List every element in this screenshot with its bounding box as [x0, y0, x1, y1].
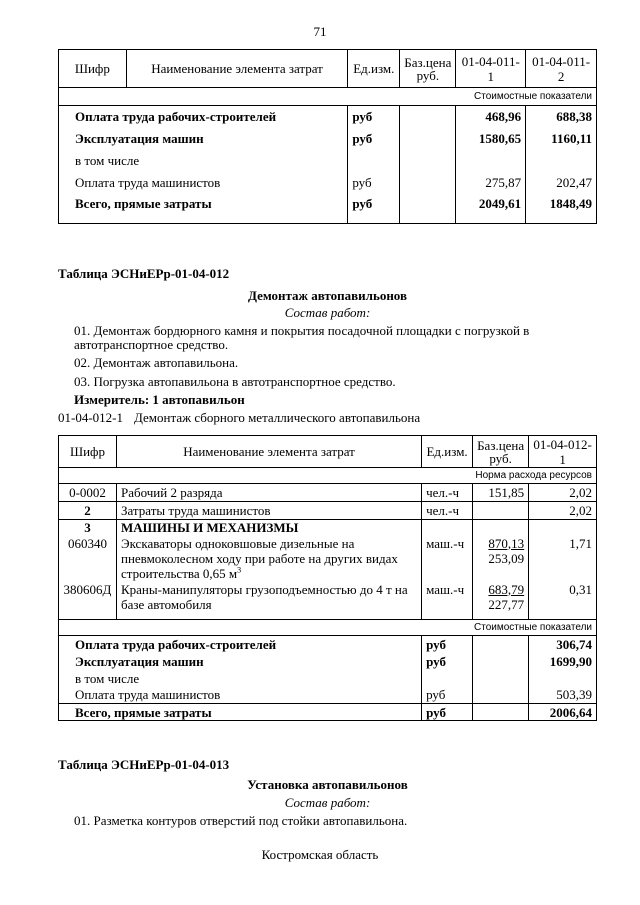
work-item: 01. Разметка контуров отверстий под стойки автопавильона. — [74, 813, 408, 828]
table-header-row: Шифр Наименование элемента затрат Ед.изм. Баз.цена руб. 01-04-012-1 — [59, 436, 597, 468]
work-item: 03. Погрузка автопавильона в автотранспортное средство. — [74, 374, 396, 389]
header-base-price: Баз.цена руб. — [400, 50, 456, 88]
work-item: 02. Демонтаж автопавильона. — [74, 355, 239, 370]
resource-table — [58, 435, 597, 721]
section-heading: Демонтаж автопавильонов — [247, 288, 408, 303]
table-row: Всего, прямые затраты руб 2006,64 — [59, 704, 597, 721]
composition-label: Состав работ: — [284, 305, 371, 320]
table-title: Таблица ЭСНиЕРр-01-04-012 — [58, 266, 230, 281]
table-row: Оплата труда рабочих-строителей руб 306,74 — [59, 636, 597, 653]
header-name: Наименование элемента затрат — [126, 50, 348, 88]
norm-label: Норма расхода ресурсов — [59, 468, 597, 484]
section-label: Стоимостные показатели — [59, 88, 597, 106]
table-row: 3 МАШИНЫ И МЕХАНИЗМЫ — [59, 520, 597, 536]
page-number: 71 — [313, 24, 327, 39]
item-code: 01-04-012-1 — [58, 410, 123, 425]
work-item: 01. Демонтаж бордюрного камня и покрытия посадочной площадки с погрузкой в — [74, 323, 530, 338]
table-row: Оплата труда рабочих-строителей руб 468,96 688,38 — [59, 106, 597, 128]
work-item: автотранспортное средство. — [74, 337, 229, 352]
table-row: 2 Затраты труда машинистов чел.-ч 2,02 — [59, 502, 597, 520]
composition-label: Состав работ: — [284, 795, 371, 810]
cost-label: Стоимостные показатели — [59, 620, 597, 636]
cost-table-1 — [58, 49, 597, 224]
footer-region: Костромская область — [261, 847, 379, 862]
table-row: 380606Д Краны-манипуляторы грузоподъемностью до 4 т на базе автомобиля маш.-ч 683,79 227,77 0,31 — [59, 582, 597, 620]
table-row: Оплата труда машинистов руб 503,39 — [59, 687, 597, 704]
header-col-1: 01-04-011-1 — [456, 50, 526, 88]
table-title: Таблица ЭСНиЕРр-01-04-013 — [58, 757, 230, 772]
table-row: Эксплуатация машин руб 1699,90 — [59, 653, 597, 670]
table-row: 060340 Экскаваторы одноковшовые дизельные на пневмоколесном ходу при работе на других видах строительства 0,65 $м^3$ маш.-ч 870,13 253,09 1,71 — [59, 536, 597, 582]
header-unit: Ед.изм. — [348, 50, 400, 88]
table-row: в том числе — [59, 670, 597, 687]
table-header-row — [59, 50, 597, 88]
table-row: Всего, прямые затраты руб 2049,61 1848,49 — [59, 194, 597, 224]
section-heading: Установка автопавильонов — [247, 777, 408, 792]
table-row: в том числе — [59, 150, 597, 172]
table-row: Эксплуатация машин руб 1580,65 1160,11 — [59, 128, 597, 150]
meter: Измеритель: 1 автопавильон — [74, 392, 245, 407]
item-name: Демонтаж сборного металлического автопавильона — [134, 410, 421, 425]
header-code: Шифр — [59, 50, 127, 88]
table-row: Оплата труда машинистов руб 275,87 202,47 — [59, 172, 597, 194]
header-col-2: 01-04-011-2 — [526, 50, 597, 88]
table-row: 0-0002 Рабочий 2 разряда чел.-ч 151,85 2,02 — [59, 484, 597, 502]
